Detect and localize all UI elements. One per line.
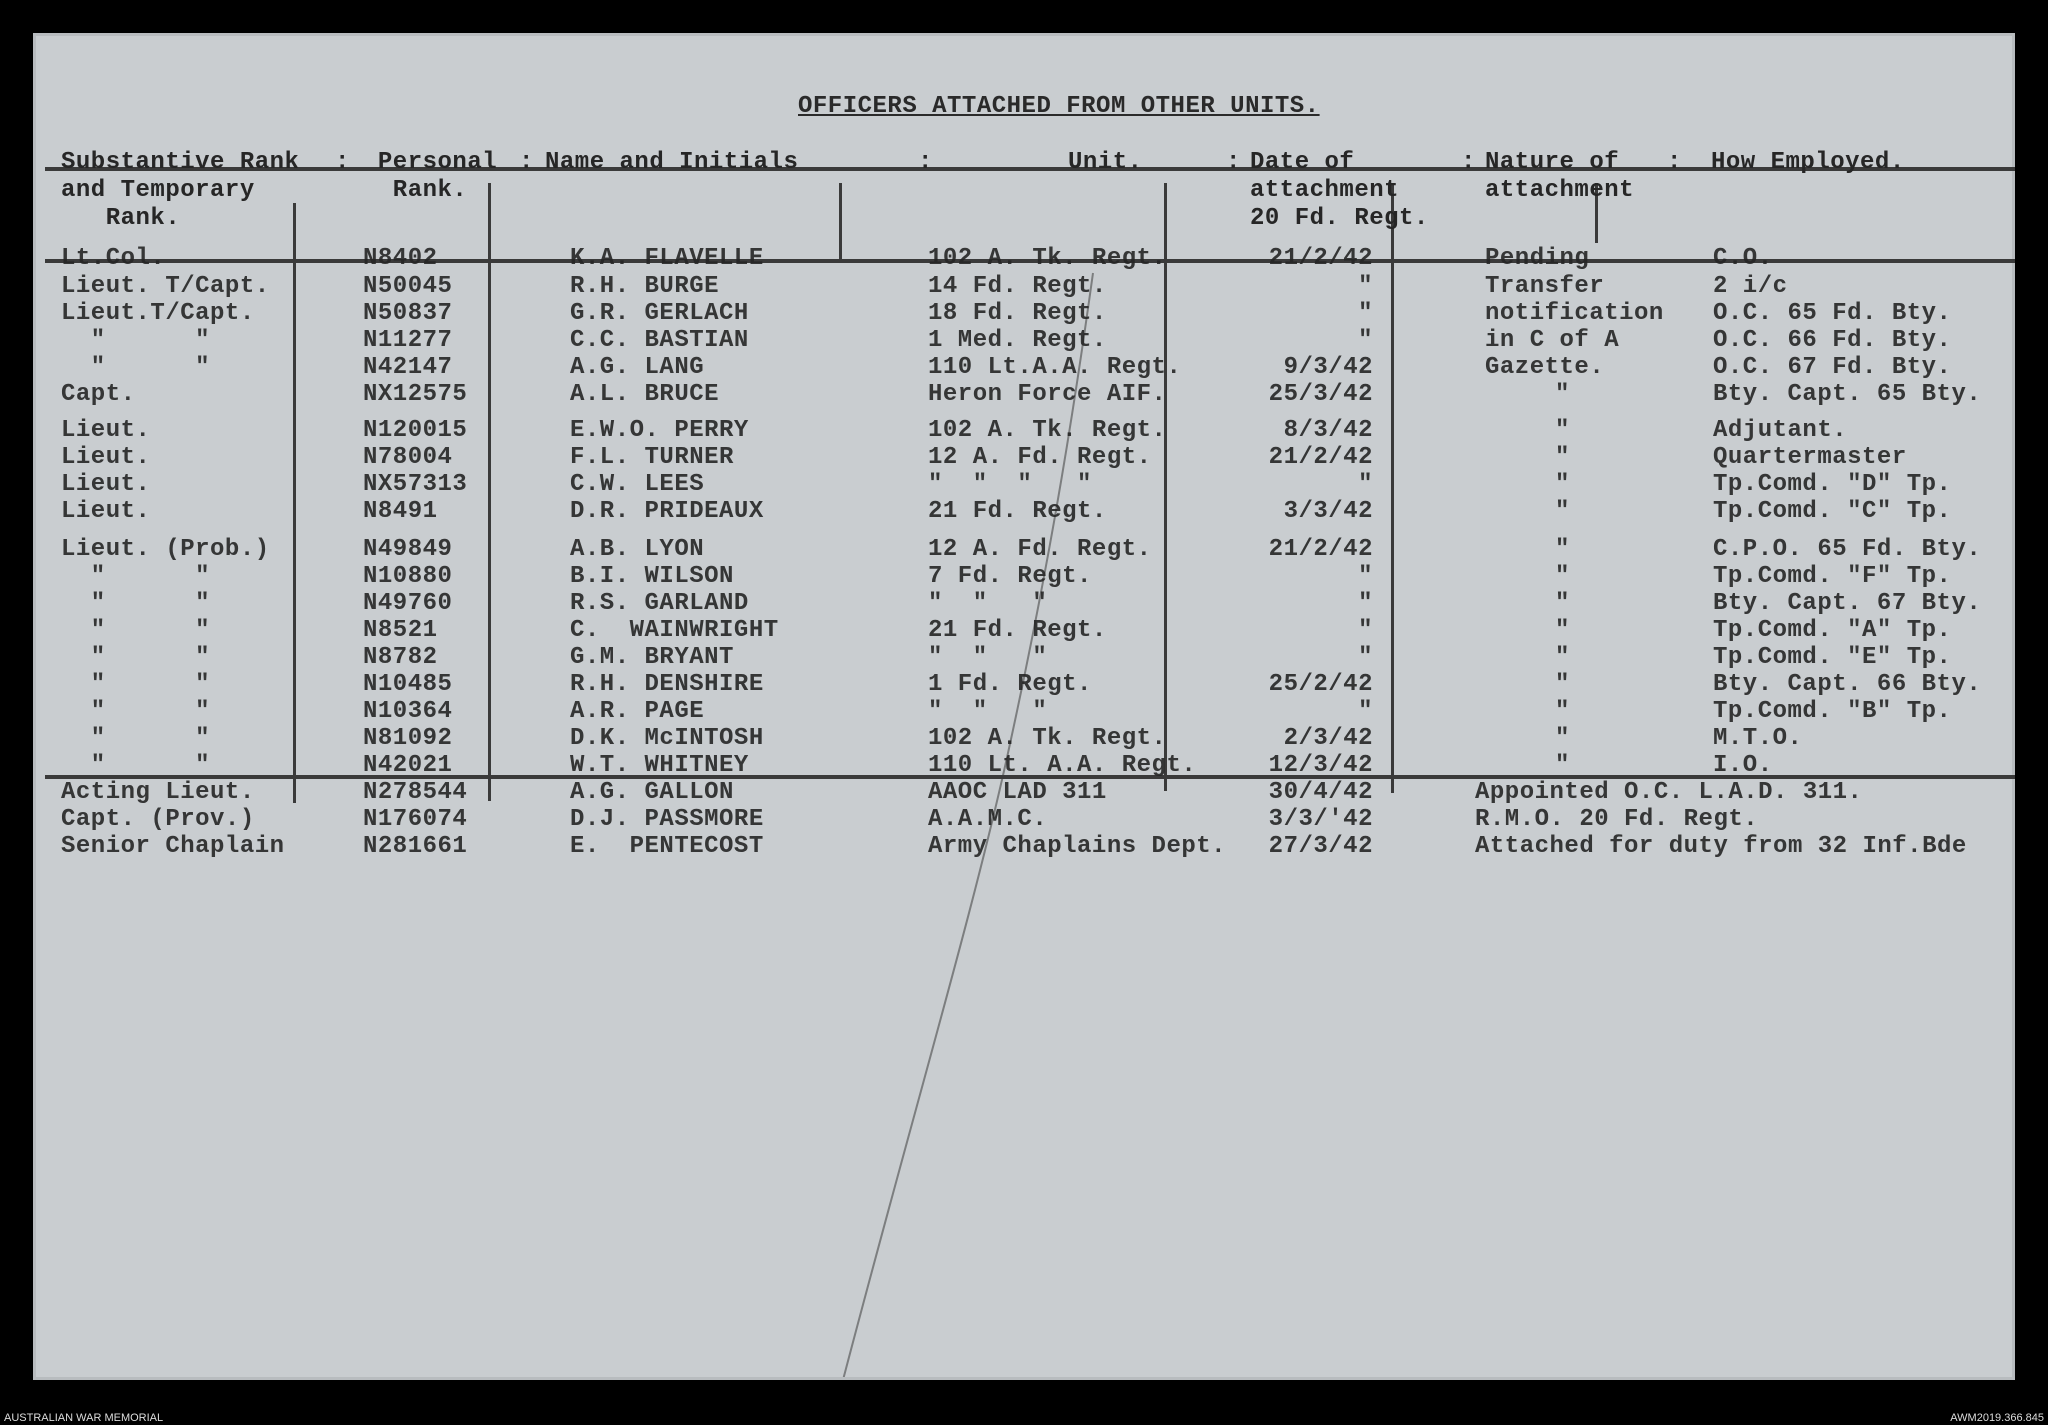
cell-nature: Gazette. — [1485, 354, 1605, 381]
cell-name: R.S. GARLAND — [570, 590, 749, 617]
cell-rank: " " — [61, 617, 211, 644]
header-separator: : — [1461, 149, 1476, 176]
footer-left: AUSTRALIAN WAR MEMORIAL — [4, 1412, 164, 1424]
cell-how-employed: 2 i/c — [1713, 273, 1788, 300]
cell-date: 27/3/42 — [1268, 833, 1373, 860]
cell-date: 12/3/42 — [1268, 752, 1373, 779]
cell-personal-number: N176074 — [363, 806, 468, 833]
column-divider — [293, 203, 296, 803]
cell-rank: Lieut. — [61, 498, 151, 525]
cell-date: 3/3/'42 — [1268, 806, 1373, 833]
cell-rank: " " — [61, 590, 211, 617]
cell-rank: Lt.Col. — [61, 245, 166, 272]
header-date: Date of attachment 20 Fd. Regt. — [1250, 149, 1429, 232]
cell-personal-number: N11277 — [363, 327, 453, 354]
cell-unit: 110 Lt. A.A. Regt. — [928, 752, 1197, 779]
cell-rank: Lieut. T/Capt. — [61, 273, 270, 300]
cell-rank: Capt. — [61, 381, 136, 408]
cell-nature: " — [1555, 752, 1570, 779]
cell-how-employed: Bty. Capt. 66 Bty. — [1713, 671, 1982, 698]
cell-how-employed: Tp.Comd. "D" Tp. — [1713, 471, 1952, 498]
cell-unit: 21 Fd. Regt. — [928, 617, 1107, 644]
cell-nature: Transfer — [1485, 273, 1605, 300]
cell-personal-number: N10364 — [363, 698, 453, 725]
cell-unit: 1 Fd. Regt. — [928, 671, 1092, 698]
cell-how-employed: Tp.Comd. "B" Tp. — [1713, 698, 1952, 725]
cell-personal-number: N49760 — [363, 590, 453, 617]
cell-personal-number: N281661 — [363, 833, 468, 860]
cell-nature: " — [1555, 725, 1570, 752]
cell-nature: " — [1555, 444, 1570, 471]
cell-date: 21/2/42 — [1268, 444, 1373, 471]
cell-how-employed: O.C. 66 Fd. Bty. — [1713, 327, 1952, 354]
cell-nature: " — [1555, 590, 1570, 617]
cell-unit: 1 Med. Regt. — [928, 327, 1107, 354]
header-unit: Unit. — [1068, 149, 1143, 176]
cell-personal-number: N8402 — [363, 245, 438, 272]
cell-personal-number: N50045 — [363, 273, 453, 300]
cell-how-employed: Tp.Comd. "E" Tp. — [1713, 644, 1952, 671]
header-separator: : — [918, 149, 933, 176]
cell-name: E.W.O. PERRY — [570, 417, 749, 444]
cell-date: " — [1358, 327, 1373, 354]
cell-name: F.L. TURNER — [570, 444, 734, 471]
cell-how-employed: M.T.O. — [1713, 725, 1803, 752]
cell-personal-number: N78004 — [363, 444, 453, 471]
cell-name: G.R. GERLACH — [570, 300, 749, 327]
cell-nature: " — [1555, 471, 1570, 498]
cell-nature: " — [1555, 644, 1570, 671]
cell-date: " — [1358, 300, 1373, 327]
cell-rank: " " — [61, 671, 211, 698]
cell-name: A.G. GALLON — [570, 779, 734, 806]
cell-rank: " " — [61, 644, 211, 671]
cell-date: " — [1358, 617, 1373, 644]
cell-nature: Appointed O.C. L.A.D. 311. — [1475, 779, 1863, 806]
cell-unit: Heron Force AIF. — [928, 381, 1167, 408]
cell-nature: in C of A — [1485, 327, 1620, 354]
cell-rank: Lieut. — [61, 471, 151, 498]
cell-name: A.L. BRUCE — [570, 381, 720, 408]
column-divider — [1164, 183, 1167, 791]
cell-name: D.R. PRIDEAUX — [570, 498, 764, 525]
cell-date: " — [1358, 563, 1373, 590]
cell-name: C. WAINWRIGHT — [570, 617, 779, 644]
cell-unit: 7 Fd. Regt. — [928, 563, 1092, 590]
cell-how-employed: C.O. — [1713, 245, 1773, 272]
cell-how-employed: O.C. 65 Fd. Bty. — [1713, 300, 1952, 327]
cell-how-employed: Adjutant. — [1713, 417, 1848, 444]
cell-date: " — [1358, 644, 1373, 671]
cell-rank: Acting Lieut. — [61, 779, 255, 806]
cell-unit: 102 A. Tk. Regt. — [928, 725, 1167, 752]
cell-personal-number: NX57313 — [363, 471, 468, 498]
cell-rank: " " — [61, 354, 211, 381]
cell-name: A.G. LANG — [570, 354, 705, 381]
cell-unit: 12 A. Fd. Regt. — [928, 536, 1152, 563]
cell-how-employed: Tp.Comd. "C" Tp. — [1713, 498, 1952, 525]
cell-date: 30/4/42 — [1268, 779, 1373, 806]
cell-date: " — [1358, 698, 1373, 725]
cell-nature: notification — [1485, 300, 1664, 327]
header-name: Name and Initials — [545, 149, 799, 176]
cell-unit: 12 A. Fd. Regt. — [928, 444, 1152, 471]
cell-personal-number: N278544 — [363, 779, 468, 806]
cell-date: " — [1358, 273, 1373, 300]
cell-rank: Capt. (Prov.) — [61, 806, 255, 833]
header-separator: : — [519, 149, 534, 176]
cell-name: R.H. BURGE — [570, 273, 720, 300]
cell-nature: " — [1555, 417, 1570, 444]
cell-name: D.J. PASSMORE — [570, 806, 764, 833]
cell-personal-number: N10880 — [363, 563, 453, 590]
cell-name: G.M. BRYANT — [570, 644, 734, 671]
cell-name: B.I. WILSON — [570, 563, 734, 590]
cell-personal-number: N42021 — [363, 752, 453, 779]
cell-date: " — [1358, 471, 1373, 498]
cell-how-employed: Quartermaster — [1713, 444, 1907, 471]
cell-unit: " " " — [928, 644, 1048, 671]
cell-unit: 102 A. Tk. Regt. — [928, 245, 1167, 272]
cell-personal-number: N42147 — [363, 354, 453, 381]
cell-how-employed: C.P.O. 65 Fd. Bty. — [1713, 536, 1982, 563]
cell-personal-number: N120015 — [363, 417, 468, 444]
document-title: OFFICERS ATTACHED FROM OTHER UNITS. — [798, 93, 1320, 120]
header-rank: Substantive Rank and Temporary Rank. — [61, 149, 300, 232]
cell-nature: " — [1555, 381, 1570, 408]
cell-unit: AAOC LAD 311 — [928, 779, 1107, 806]
cell-unit: " " " — [928, 590, 1048, 617]
cell-unit: 102 A. Tk. Regt. — [928, 417, 1167, 444]
cell-personal-number: NX12575 — [363, 381, 468, 408]
cell-nature: Attached for duty from 32 Inf.Bde — [1475, 833, 1967, 860]
cell-date: 21/2/42 — [1268, 245, 1373, 272]
cell-date: 25/3/42 — [1268, 381, 1373, 408]
cell-name: C.W. LEES — [570, 471, 705, 498]
cell-unit: 21 Fd. Regt. — [928, 498, 1107, 525]
cell-name: D.K. McINTOSH — [570, 725, 764, 752]
cell-personal-number: N50837 — [363, 300, 453, 327]
cell-rank: Lieut. (Prob.) — [61, 536, 270, 563]
cell-unit: 18 Fd. Regt. — [928, 300, 1107, 327]
cell-personal-number: N8782 — [363, 644, 438, 671]
column-divider — [488, 183, 491, 801]
column-divider — [839, 183, 842, 263]
header-separator: : — [1226, 149, 1241, 176]
cell-rank: " " — [61, 563, 211, 590]
header-how-employed: How Employed. — [1711, 149, 1905, 176]
cell-rank: " " — [61, 752, 211, 779]
cell-nature: Pending — [1485, 245, 1590, 272]
cell-date: 2/3/42 — [1283, 725, 1373, 752]
cell-unit: " " " " — [928, 471, 1092, 498]
cell-name: W.T. WHITNEY — [570, 752, 749, 779]
cell-personal-number: N8521 — [363, 617, 438, 644]
cell-rank: " " — [61, 327, 211, 354]
cell-how-employed: O.C. 67 Fd. Bty. — [1713, 354, 1952, 381]
cell-how-employed: Bty. Capt. 67 Bty. — [1713, 590, 1982, 617]
header-separator: : — [335, 149, 350, 176]
cell-nature: " — [1555, 498, 1570, 525]
cell-rank: Lieut.T/Capt. — [61, 300, 255, 327]
cell-date: 8/3/42 — [1283, 417, 1373, 444]
cell-date: 3/3/42 — [1283, 498, 1373, 525]
cell-personal-number: N10485 — [363, 671, 453, 698]
cell-how-employed: Tp.Comd. "A" Tp. — [1713, 617, 1952, 644]
cell-personal-number: N81092 — [363, 725, 453, 752]
header-personal-rank: Personal Rank. — [377, 149, 498, 204]
cell-date: 9/3/42 — [1283, 354, 1373, 381]
cell-date: " — [1358, 590, 1373, 617]
header-nature: Nature of attachment — [1485, 149, 1635, 204]
cell-rank: Senior Chaplain — [61, 833, 285, 860]
cell-rank: Lieut. — [61, 444, 151, 471]
cell-name: R.H. DENSHIRE — [570, 671, 764, 698]
cell-nature: " — [1555, 671, 1570, 698]
header-separator: : — [1667, 149, 1682, 176]
cell-unit: " " " — [928, 698, 1048, 725]
cell-unit: Army Chaplains Dept. — [928, 833, 1227, 860]
cell-name: E. PENTECOST — [570, 833, 764, 860]
cell-name: A.B. LYON — [570, 536, 705, 563]
cell-name: C.C. BASTIAN — [570, 327, 749, 354]
cell-rank: " " — [61, 725, 211, 752]
cell-rank: Lieut. — [61, 417, 151, 444]
document-page — [33, 33, 2015, 1380]
cell-nature: " — [1555, 698, 1570, 725]
cell-nature: " — [1555, 536, 1570, 563]
cell-unit: A.A.M.C. — [928, 806, 1048, 833]
column-divider — [1391, 183, 1394, 793]
cell-date: 25/2/42 — [1268, 671, 1373, 698]
cell-personal-number: N8491 — [363, 498, 438, 525]
cell-name: K.A. FLAVELLE — [570, 245, 764, 272]
cell-date: 21/2/42 — [1268, 536, 1373, 563]
cell-nature: " — [1555, 617, 1570, 644]
cell-nature: " — [1555, 563, 1570, 590]
cell-personal-number: N49849 — [363, 536, 453, 563]
cell-rank: " " — [61, 698, 211, 725]
cell-name: A.R. PAGE — [570, 698, 705, 725]
cell-unit: 14 Fd. Regt. — [928, 273, 1107, 300]
cell-how-employed: I.O. — [1713, 752, 1773, 779]
cell-how-employed: Tp.Comd. "F" Tp. — [1713, 563, 1952, 590]
cell-how-employed: Bty. Capt. 65 Bty. — [1713, 381, 1982, 408]
footer-right: AWM2019.366.845 — [1950, 1412, 2044, 1424]
cell-nature: R.M.O. 20 Fd. Regt. — [1475, 806, 1759, 833]
cell-unit: 110 Lt.A.A. Regt. — [928, 354, 1182, 381]
